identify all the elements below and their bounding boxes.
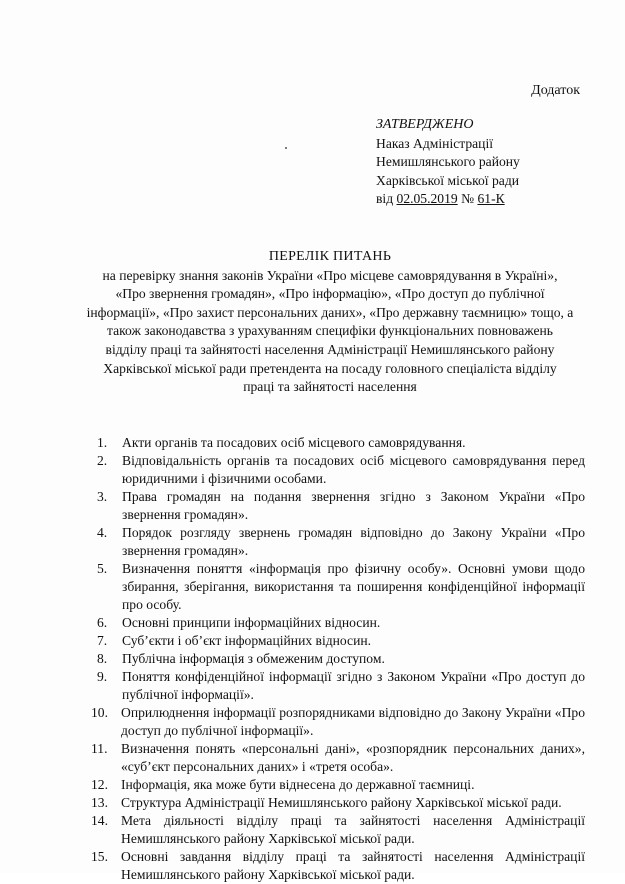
list-item — [97, 434, 585, 452]
list-item — [97, 632, 585, 650]
item-text: Суб’єкти і об’єкт інформаційних відносин. — [122, 633, 372, 648]
list-item — [97, 488, 585, 524]
item-text: Публічна інформація з обмеженим доступом. — [122, 651, 385, 666]
list-item — [97, 452, 585, 488]
heading-line: також законодавства з урахуванням специфіки функціональних повноважень — [106, 323, 554, 339]
approval-line-2: Немишлянського району — [376, 154, 520, 170]
list-item — [91, 740, 585, 776]
approval-date: 02.05.2019 — [396, 190, 458, 206]
list-item — [91, 776, 585, 794]
item-text: Структура Адміністрації Немишлянського району Харківської міської ради. — [121, 795, 562, 810]
item-number: 6. — [97, 615, 108, 630]
item-number: 3. — [97, 489, 108, 504]
list-item — [91, 704, 585, 740]
approval-line-1: Наказ Адміністрації — [376, 136, 494, 152]
item-text: Порядок розгляду звернень громадян відповідно до Закону України «Про звернення громадян». — [122, 525, 585, 558]
approval-number: 61-К — [477, 190, 505, 206]
item-text: Поняття конфіденційної інформації згідно з Законом України «Про доступ до публічної інформації». — [122, 669, 585, 702]
item-number: 15. — [91, 849, 108, 864]
item-text: Відповідальність органів та посадових осіб місцевого самоврядування перед юридичними і фізичними особами. — [122, 453, 585, 486]
item-text: Оприлюднення інформації розпорядниками відповідно до Закону України «Про доступ до публічної інформації». — [121, 705, 585, 738]
heading-line: «Про звернення громадян», «Про інформацію», «Про доступ до публічної — [115, 286, 545, 302]
item-text: Основні завдання відділу праці та зайнятості населення Адміністрації Немишлянського району Харківської міської ради. — [121, 849, 585, 882]
item-number: 13. — [91, 795, 108, 810]
item-number: 1. — [97, 435, 108, 450]
item-text: Права громадян на подання звернення згідно з Законом України «Про звернення громадян». — [122, 489, 585, 522]
questions-list — [91, 434, 585, 884]
list-item — [97, 668, 585, 704]
item-text: Основні принципи інформаційних відносин. — [122, 615, 381, 630]
heading-line: праці та зайнятості населення — [243, 379, 417, 395]
approval-date-line — [376, 190, 520, 208]
item-text: Визначення понять «персональні дані», «розпорядник персональних даних», «суб’єкт персональних даних» і «третя особа». — [121, 741, 585, 774]
heading-line: відділу праці та зайнятості населення Адміністрації Немишлянського району — [105, 341, 555, 357]
item-text: Акти органів та посадових осіб місцевого самоврядування. — [122, 435, 466, 450]
approval-number-sign: № — [457, 190, 478, 206]
item-number: 10. — [91, 705, 108, 720]
item-number: 7. — [97, 633, 108, 648]
item-number: 14. — [91, 813, 108, 828]
approval-line-3: Харківської міської ради — [376, 172, 520, 188]
addendum-label: Додаток — [531, 83, 580, 98]
list-item — [97, 560, 585, 614]
document-heading — [70, 248, 590, 397]
list-item — [91, 848, 585, 884]
item-number: 11. — [91, 741, 108, 756]
item-number: 9. — [97, 669, 108, 684]
item-number: 4. — [97, 525, 108, 540]
heading-title: ПЕРЕЛІК ПИТАНЬ — [268, 249, 392, 264]
list-item — [91, 812, 585, 848]
approval-block — [376, 116, 520, 208]
item-number: 5. — [97, 561, 108, 576]
heading-line: інформації», «Про захист персональних даних», «Про державну таємницю» тощо, а — [86, 304, 574, 320]
approval-title: ЗАТВЕРДЖЕНО — [376, 117, 474, 132]
item-number: 12. — [91, 777, 108, 792]
list-item — [97, 650, 585, 668]
heading-line: Харківської міської ради претендента на посаду головного спеціаліста відділу — [103, 360, 557, 376]
list-item — [97, 614, 585, 632]
item-text: Інформація, яка може бути віднесена до державної таємниці. — [121, 777, 475, 792]
item-number: 8. — [97, 651, 108, 666]
approval-date-prefix: від — [376, 190, 397, 206]
item-text: Визначення поняття «інформація про фізичну особу». Основні умови щодо збирання, зберігання, використання та поширення конфіденційної інформації про особу. — [122, 561, 585, 612]
list-item — [97, 524, 585, 560]
item-number: 2. — [97, 453, 108, 468]
heading-line: на перевірку знання законів України «Про місцеве самоврядування в Україні», — [102, 267, 558, 283]
stray-dot — [285, 147, 287, 149]
item-text: Мета діяльності відділу праці та зайнятості населення Адміністрації Немишлянського району Харківської міської ради. — [121, 813, 585, 846]
list-item — [91, 794, 585, 812]
